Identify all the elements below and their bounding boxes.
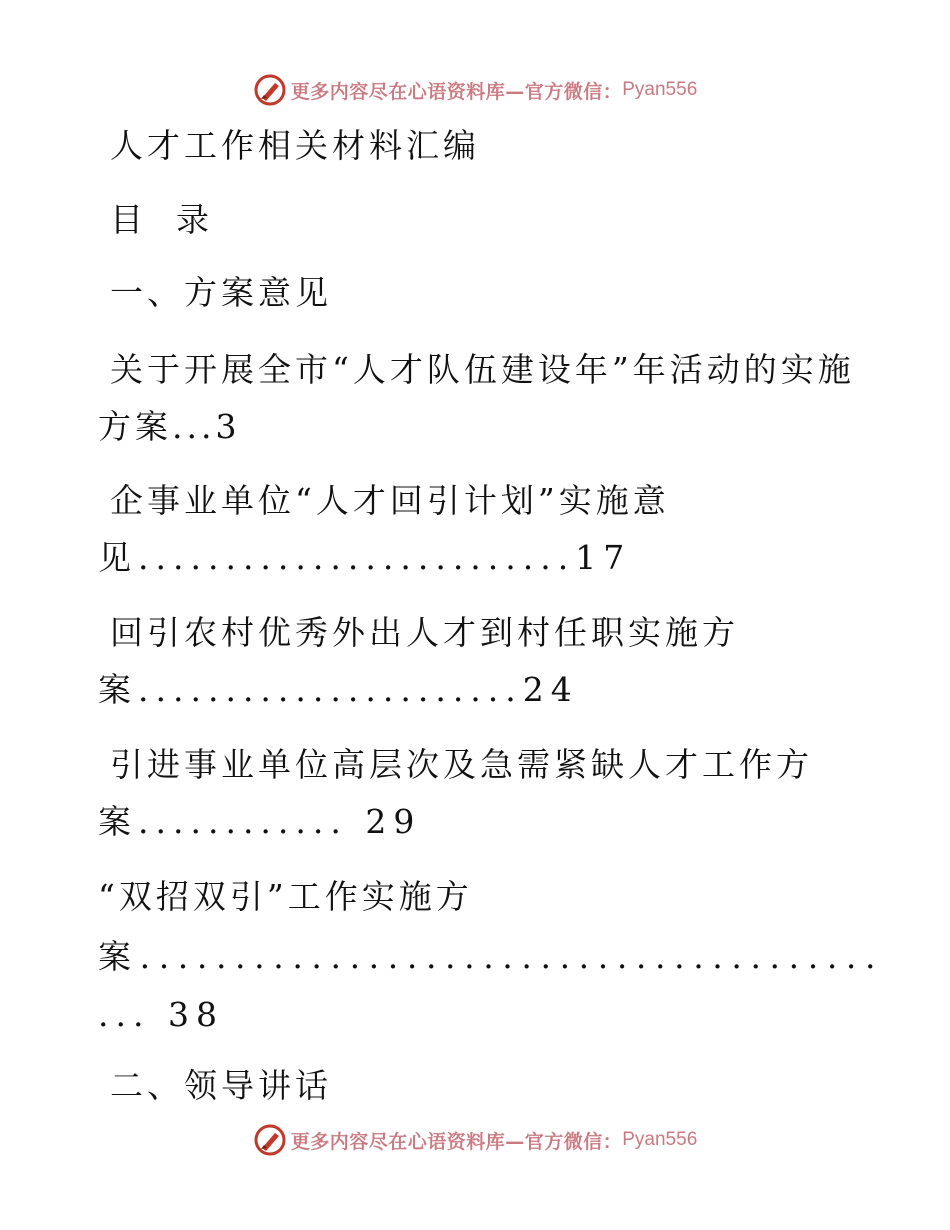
toc-heading: 目 录 [110,200,213,239]
toc-entry-page: ... 38 [98,995,224,1034]
watermark-banner-bottom [0,1120,950,1160]
toc-entry-line: 企事业单位“人才回引计划”实施意 [110,481,670,520]
pen-logo-icon [253,73,287,107]
toc-entry-line: “双招双引”工作实施方 [98,877,473,916]
watermark-contact: Pyan556 [622,79,698,100]
document-title: 人才工作相关材料汇编 [110,126,480,165]
toc-section-heading: 一、方案意见 [110,273,332,312]
toc-entry-line: 关于开展全市“人才队伍建设年”年活动的实施 [110,350,855,389]
toc-entry-line: 回引农村优秀外出人才到村任职实施方 [110,613,739,652]
watermark-text: 更多内容尽在心语资料库—官方微信： [290,1130,623,1153]
toc-entry-page: 方案...3 [98,407,241,446]
toc-entry-page: 案......................24 [98,670,579,709]
toc-entry-page: 案....................................... [98,937,885,976]
pen-logo-icon [253,1123,287,1157]
watermark-contact: Pyan556 [622,1129,698,1150]
watermark-banner-top [0,70,950,110]
watermark-text: 更多内容尽在心语资料库—官方微信： [290,80,623,103]
toc-entry-line: 引进事业单位高层次及急需紧缺人才工作方 [110,745,813,784]
toc-section-heading: 二、领导讲话 [110,1066,332,1105]
toc-entry-page: 见.........................17 [98,538,632,577]
toc-entry-page: 案............ 29 [98,802,422,841]
